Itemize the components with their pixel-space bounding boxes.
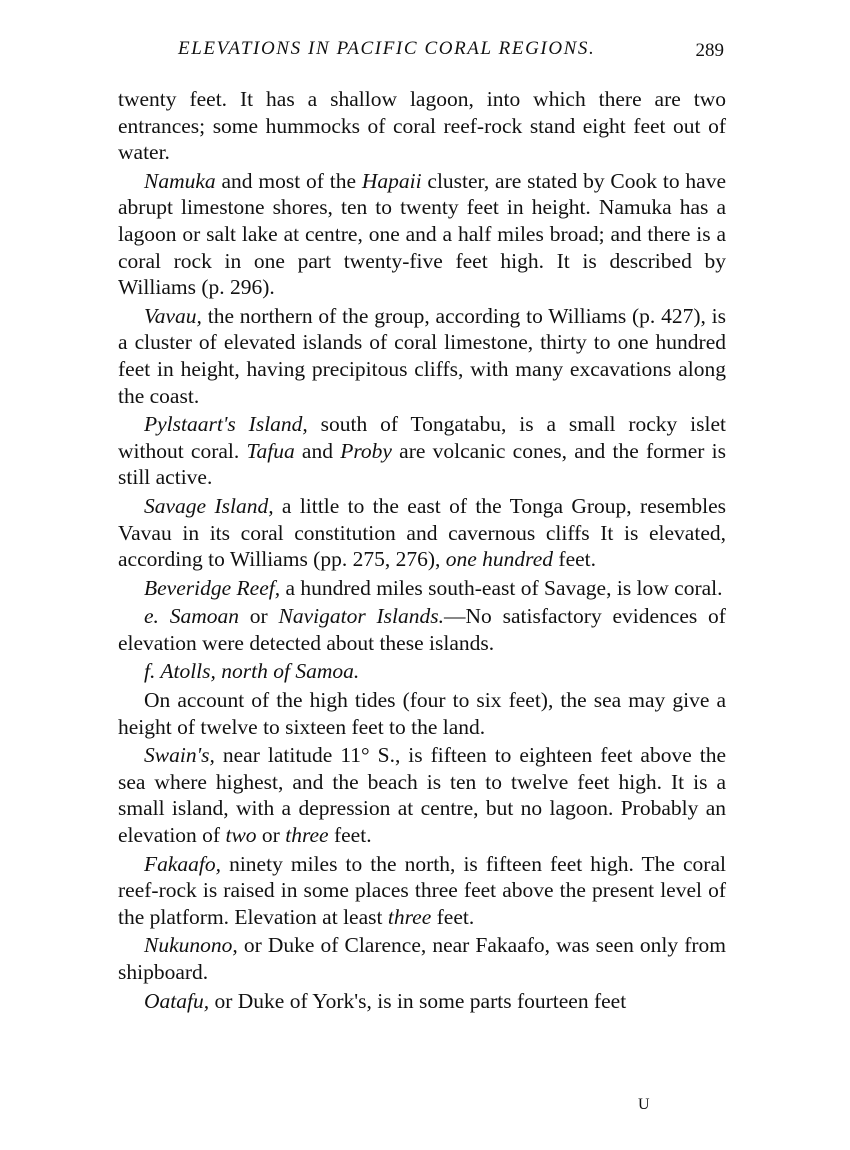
italic-text: Namuka — [144, 168, 216, 193]
text-segment: twenty feet. It has a shallow lagoon, into which there are two entrances; some hummocks of coral reef-rock stand eight feet out of water. — [118, 87, 726, 165]
paragraph — [118, 168, 726, 301]
text-segment: ninety miles to the north, is fifteen feet high. The coral reef-rock is raised in some places three feet above the present level of the platform. Elevation at least — [118, 851, 726, 929]
paragraph — [118, 493, 726, 573]
paragraph — [118, 988, 726, 1015]
signature-mark: U — [638, 1096, 651, 1113]
paragraph — [118, 742, 726, 848]
text-segment: or — [239, 604, 279, 629]
italic-text: Navigator Islands. — [278, 604, 445, 629]
italic-text: e. Samoan — [144, 604, 239, 629]
italic-text: two — [225, 823, 257, 848]
paragraph — [118, 687, 726, 740]
text-segment: the northern of the group, according to Williams (p. 427), is a cluster of elevated islands of coral limestone, thirty to one hundred feet in height, having precipitous cliffs, with many excavations along the coast. — [118, 303, 726, 408]
italic-text: Swain's, — [144, 743, 215, 768]
italic-text: f. Atolls, north of Samoa. — [144, 659, 360, 684]
text-segment: and most of the — [215, 168, 362, 193]
italic-text: Oatafu, — [144, 988, 210, 1013]
italic-text: Fakaafo, — [144, 851, 222, 876]
text-segment: a little to the east of the Tonga Group, resembles Vavau in its coral constitution and cavernous cliffs It is elevated, according to Williams (pp. 275, 276), — [118, 493, 727, 572]
italic-text: Vavau, — [144, 303, 202, 328]
text-segment: or Duke of York's, is in some parts fourteen feet — [209, 988, 627, 1013]
text-segment: feet. — [328, 823, 372, 848]
paragraph — [118, 932, 726, 985]
text-segment: feet. — [553, 547, 596, 572]
text-segment: a hundred miles south-east of Savage, is low coral. — [280, 575, 723, 600]
text-segment: or Duke of Clarence, near Fakaafo, was seen only from shipboard. — [118, 933, 726, 984]
italic-text: Nukunono, — [144, 933, 238, 958]
italic-text: Tafua — [246, 438, 295, 463]
paragraph — [118, 603, 726, 656]
paragraph — [118, 851, 726, 931]
italic-text: three — [387, 904, 432, 929]
italic-text: Proby — [340, 438, 392, 463]
italic-text: one hundred — [445, 547, 554, 572]
italic-text: Savage Island, — [144, 493, 274, 518]
body-text — [118, 86, 726, 1016]
text-segment: are volcanic cones, and the former is still active. — [118, 438, 727, 490]
text-segment: cluster, are stated by Cook to have abrupt limestone shores, ten to twenty feet in height. Namuka has a lagoon or salt lake at centre, one and a half miles broad; and there is a coral rock in one part twenty-five feet high. It is described by Williams (p. 296). — [118, 168, 726, 300]
text-segment: or — [256, 823, 286, 848]
text-segment: and — [294, 438, 341, 463]
text-segment: On account of the high tides (four to six feet), the sea may give a height of twelve to sixteen feet to the land. — [118, 688, 726, 739]
text-segment: feet. — [431, 904, 475, 929]
text-segment: near latitude 11° S., is fifteen to eighteen feet above the sea where highest, and the beach is ten to twelve feet high. It is a small island, with a depression at centre, but no lagoon. Probably an elevation of — [118, 743, 726, 848]
italic-text: Hapaii — [361, 168, 422, 193]
paragraph — [118, 86, 726, 166]
paragraph — [118, 658, 726, 685]
paragraph — [118, 303, 726, 409]
text-segment: —No satisfactory evidences of elevation were detected about these islands. — [118, 604, 726, 655]
italic-text: three — [285, 823, 329, 848]
running-title: ELEVATIONS IN PACIFIC CORAL REGIONS. — [178, 38, 596, 59]
paragraph — [118, 411, 726, 491]
text-segment: south of Tongatabu, is a small rocky islet without coral. — [118, 412, 726, 463]
running-header — [118, 38, 728, 70]
italic-text: Beveridge Reef, — [144, 575, 281, 600]
paragraph — [118, 575, 726, 602]
italic-text: Pylstaart's Island, — [144, 412, 308, 437]
page-number: 289 — [695, 40, 724, 61]
